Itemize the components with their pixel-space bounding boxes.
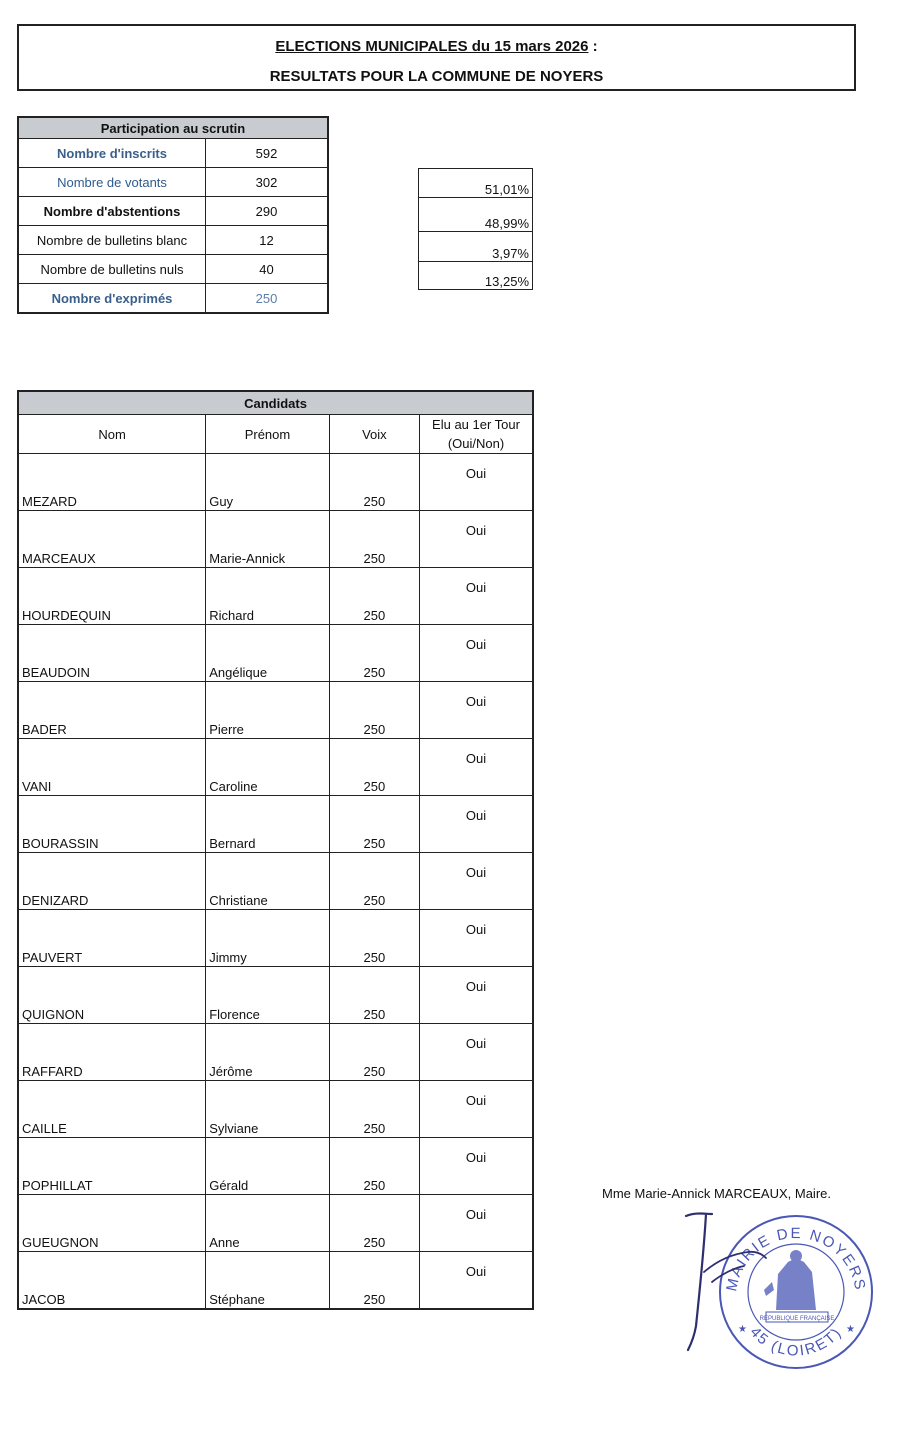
- label-blancs: Nombre de bulletins blanc: [18, 226, 206, 255]
- table-row: [18, 796, 533, 853]
- table-row: [18, 168, 328, 197]
- value-abstentions: 290: [206, 197, 329, 226]
- candidate-nom: MEZARD: [18, 454, 206, 511]
- candidate-prenom: Anne: [206, 1195, 329, 1252]
- col-nom: Nom: [18, 415, 206, 454]
- candidate-elu: Oui: [420, 739, 533, 796]
- percent-blancs: 3,97%: [419, 232, 533, 262]
- label-abstentions: Nombre d'abstentions: [18, 197, 206, 226]
- candidate-voix: 250: [329, 625, 419, 682]
- handwritten-signature: [682, 1208, 772, 1358]
- candidate-prenom: Pierre: [206, 682, 329, 739]
- candidates-header: Candidats: [18, 391, 533, 415]
- table-row: [18, 226, 328, 255]
- table-row: [18, 853, 533, 910]
- label-votants: Nombre de votants: [18, 168, 206, 197]
- candidate-voix: 250: [329, 1195, 419, 1252]
- candidate-elu: Oui: [420, 625, 533, 682]
- label-inscrits: Nombre d'inscrits: [18, 139, 206, 168]
- candidate-prenom: Christiane: [206, 853, 329, 910]
- value-inscrits: 592: [206, 139, 329, 168]
- candidate-voix: 250: [329, 1252, 419, 1310]
- candidate-prenom: Sylviane: [206, 1081, 329, 1138]
- title-colon: :: [588, 38, 598, 55]
- candidate-prenom: Guy: [206, 454, 329, 511]
- star-icon: ★: [738, 1324, 747, 1335]
- table-row: [18, 625, 533, 682]
- candidate-elu: Oui: [420, 1081, 533, 1138]
- candidate-nom: QUIGNON: [18, 967, 206, 1024]
- percent-votants: 51,01%: [419, 169, 533, 198]
- candidate-prenom: Angélique: [206, 625, 329, 682]
- table-row: [18, 910, 533, 967]
- candidate-nom: JACOB: [18, 1252, 206, 1310]
- value-votants: 302: [206, 168, 329, 197]
- candidate-elu: Oui: [420, 454, 533, 511]
- value-blancs: 12: [206, 226, 329, 255]
- candidate-nom: PAUVERT: [18, 910, 206, 967]
- table-row: [18, 967, 533, 1024]
- table-row: [18, 454, 533, 511]
- candidate-nom: RAFFARD: [18, 1024, 206, 1081]
- candidate-voix: 250: [329, 511, 419, 568]
- candidates-table: [17, 390, 534, 1310]
- candidate-nom: DENIZARD: [18, 853, 206, 910]
- table-row: [18, 255, 328, 284]
- stamp-text-top: MAIRIE DE NOYERS: [723, 1224, 869, 1293]
- candidate-elu: Oui: [420, 1252, 533, 1310]
- candidate-prenom: Jérôme: [206, 1024, 329, 1081]
- title-line-2: RESULTATS POUR LA COMMUNE DE NOYERS: [269, 68, 604, 85]
- candidate-nom: BADER: [18, 682, 206, 739]
- col-elu: [420, 415, 533, 454]
- value-nuls: 40: [206, 255, 329, 284]
- table-row: [18, 682, 533, 739]
- candidate-nom: VANI: [18, 739, 206, 796]
- candidate-elu: Oui: [420, 511, 533, 568]
- candidate-voix: 250: [329, 1138, 419, 1195]
- candidate-elu: Oui: [420, 796, 533, 853]
- candidate-prenom: Caroline: [206, 739, 329, 796]
- candidate-prenom: Bernard: [206, 796, 329, 853]
- candidate-prenom: Marie-Annick: [206, 511, 329, 568]
- candidate-voix: 250: [329, 682, 419, 739]
- candidate-prenom: Richard: [206, 568, 329, 625]
- label-exprimes: Nombre d'exprimés: [18, 284, 206, 314]
- stamp-ribbon-text: RÉPUBLIQUE FRANÇAISE: [759, 1316, 835, 1322]
- table-row: [18, 1024, 533, 1081]
- table-row: [18, 139, 328, 168]
- candidate-nom: HOURDEQUIN: [18, 568, 206, 625]
- candidate-nom: POPHILLAT: [18, 1138, 206, 1195]
- candidate-nom: MARCEAUX: [18, 511, 206, 568]
- table-row: [18, 1081, 533, 1138]
- col-elu-line2: (Oui/Non): [447, 436, 505, 451]
- table-row: [18, 284, 328, 314]
- candidate-nom: GUEUGNON: [18, 1195, 206, 1252]
- candidates-body: [18, 454, 533, 1310]
- signature-line: Mme Marie-Annick MARCEAUX, Maire.: [602, 1186, 831, 1201]
- column-headers: [18, 415, 533, 454]
- value-exprimes: 250: [206, 284, 329, 314]
- candidate-nom: BOURASSIN: [18, 796, 206, 853]
- table-row: [18, 568, 533, 625]
- candidate-elu: Oui: [420, 910, 533, 967]
- candidate-voix: 250: [329, 739, 419, 796]
- candidate-voix: 250: [329, 853, 419, 910]
- col-elu-line1: Elu au 1er Tour: [432, 417, 520, 432]
- candidate-prenom: Gérald: [206, 1138, 329, 1195]
- table-row: [18, 1252, 533, 1310]
- participation-header: Participation au scrutin: [18, 117, 328, 139]
- candidate-prenom: Stéphane: [206, 1252, 329, 1310]
- candidate-voix: 250: [329, 454, 419, 511]
- candidate-voix: 250: [329, 967, 419, 1024]
- candidate-elu: Oui: [420, 568, 533, 625]
- stamp-text-bottom: 45 (LOIRET): [746, 1323, 846, 1360]
- title-box: [17, 24, 856, 91]
- percent-table: [418, 168, 533, 290]
- percent-abstentions: 48,99%: [419, 198, 533, 232]
- candidate-elu: Oui: [420, 1138, 533, 1195]
- candidate-nom: CAILLE: [18, 1081, 206, 1138]
- table-row: [18, 1195, 533, 1252]
- title-main: ELECTIONS MUNICIPALES du 15 mars 2026: [275, 38, 589, 55]
- candidate-elu: Oui: [420, 967, 533, 1024]
- candidate-elu: Oui: [420, 853, 533, 910]
- participation-table: [17, 116, 329, 314]
- col-prenom: Prénom: [206, 415, 329, 454]
- candidate-voix: 250: [329, 568, 419, 625]
- candidate-elu: Oui: [420, 1024, 533, 1081]
- label-nuls: Nombre de bulletins nuls: [18, 255, 206, 284]
- candidate-voix: 250: [329, 1081, 419, 1138]
- candidate-nom: BEAUDOIN: [18, 625, 206, 682]
- candidate-elu: Oui: [420, 682, 533, 739]
- percent-nuls: 13,25%: [419, 262, 533, 290]
- candidate-voix: 250: [329, 1024, 419, 1081]
- col-voix: Voix: [329, 415, 419, 454]
- candidate-voix: 250: [329, 910, 419, 967]
- table-row: [18, 197, 328, 226]
- table-row: [18, 739, 533, 796]
- candidate-voix: 250: [329, 796, 419, 853]
- star-icon: ★: [846, 1324, 855, 1335]
- title-line-1: [19, 38, 854, 55]
- table-row: [18, 1138, 533, 1195]
- candidate-prenom: Florence: [206, 967, 329, 1024]
- table-row: [18, 511, 533, 568]
- candidate-elu: Oui: [420, 1195, 533, 1252]
- candidate-prenom: Jimmy: [206, 910, 329, 967]
